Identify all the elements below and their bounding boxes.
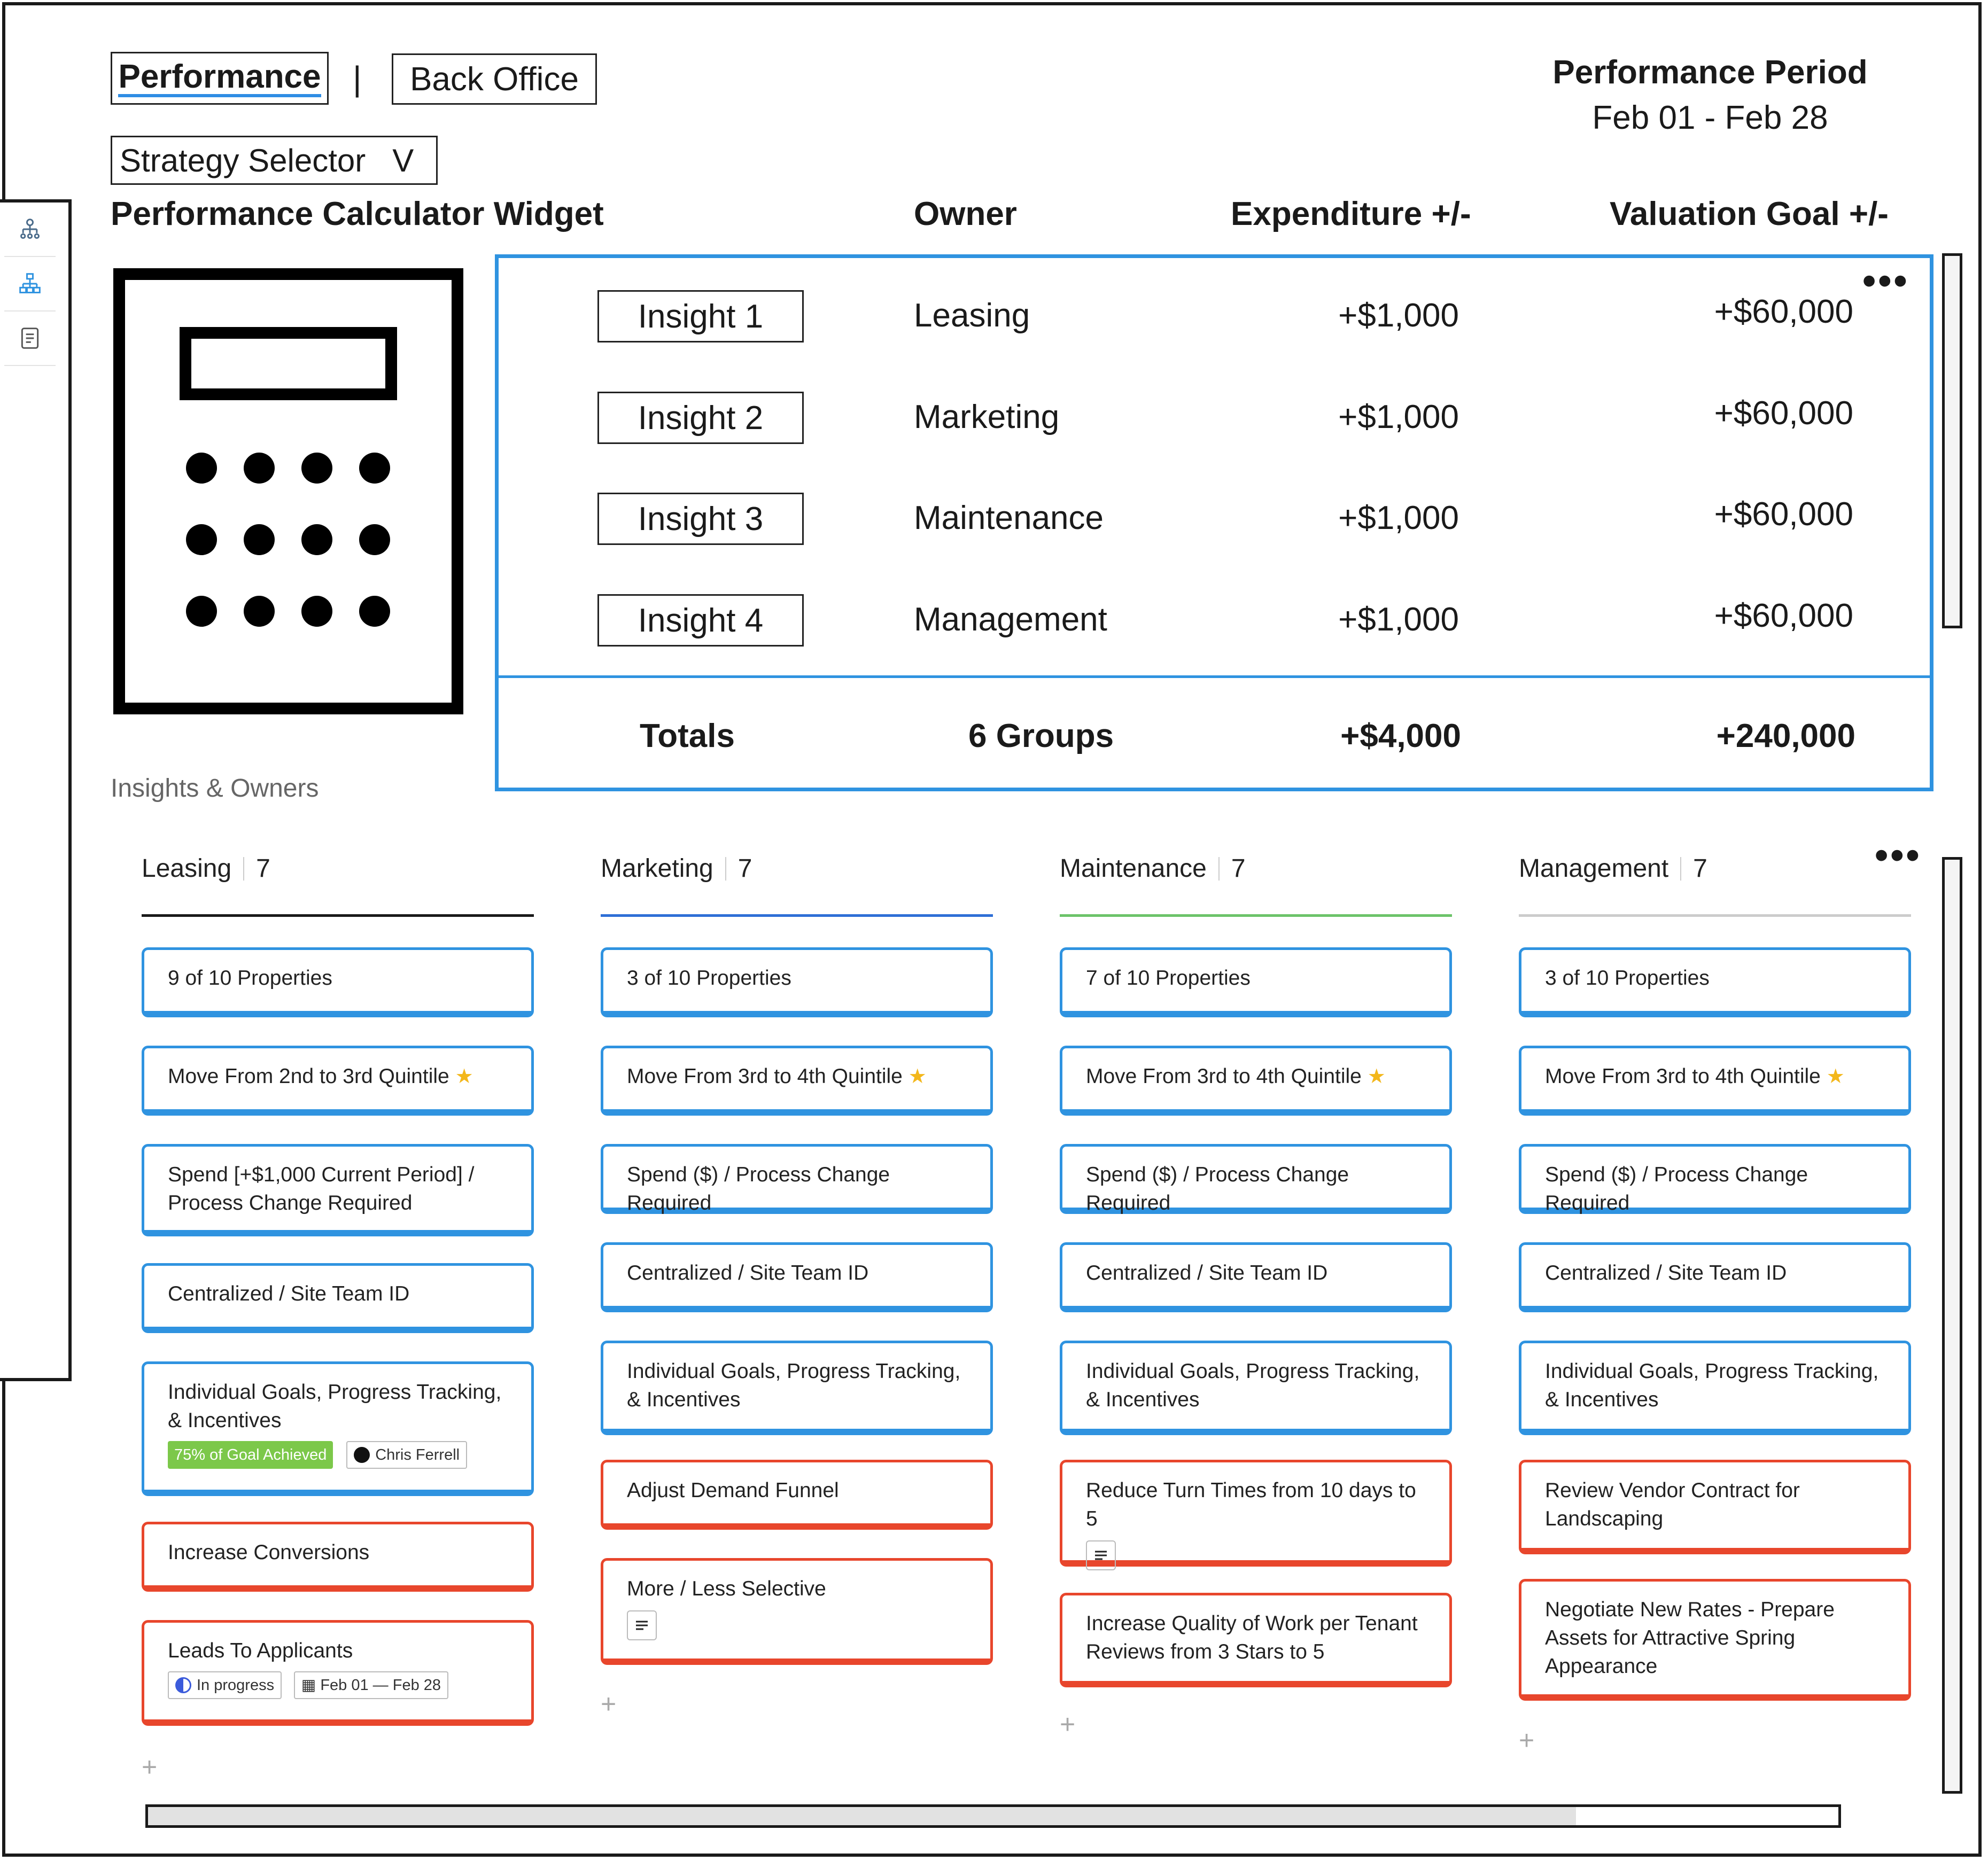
- card-title: Centralized / Site Team ID: [1086, 1262, 1328, 1284]
- tab-back-office[interactable]: Back Office: [392, 53, 597, 105]
- insight-button[interactable]: Insight 2: [597, 392, 804, 444]
- totals-groups: 6 Groups: [968, 718, 1114, 754]
- notes-icon[interactable]: [1086, 1540, 1116, 1570]
- card-title: Individual Goals, Progress Tracking, & Incentives: [1086, 1360, 1420, 1411]
- card-title: Leads To Applicants: [168, 1639, 353, 1662]
- insight-expenditure: +$1,000: [1338, 601, 1459, 638]
- widget-more-icon[interactable]: •••: [1862, 260, 1909, 302]
- card-title: Spend ($) / Process Change Required: [1545, 1163, 1808, 1214]
- card-title: Reduce Turn Times from 10 days to 5: [1086, 1479, 1416, 1530]
- star-icon: ★: [1826, 1065, 1845, 1088]
- card-title: Individual Goals, Progress Tracking, & Incentives: [168, 1381, 502, 1432]
- card-title: 3 of 10 Properties: [1545, 967, 1710, 990]
- column-name: Management: [1519, 854, 1669, 883]
- date-range: Feb 01 — Feb 28: [320, 1676, 441, 1694]
- column-name: Marketing: [601, 854, 713, 883]
- column-count: 7: [737, 854, 752, 883]
- insight-owner: Maintenance: [914, 500, 1104, 536]
- card-title: Move From 2nd to 3rd Quintile: [168, 1065, 449, 1088]
- column-underline: [1519, 914, 1911, 917]
- task-card[interactable]: [1060, 1242, 1452, 1312]
- card-title: Move From 3rd to 4th Quintile: [1545, 1065, 1821, 1088]
- task-card[interactable]: [601, 1242, 993, 1312]
- scroll-thumb[interactable]: [148, 1807, 1576, 1825]
- insights-owners-label: Insights & Owners: [111, 774, 319, 803]
- task-card[interactable]: [1519, 1242, 1911, 1312]
- status-text: In progress: [197, 1676, 275, 1694]
- insight-valuation: +$60,000: [1714, 395, 1853, 432]
- task-card[interactable]: [142, 1046, 534, 1116]
- task-card[interactable]: [1519, 1460, 1911, 1554]
- insight-expenditure: +$1,000: [1338, 500, 1459, 536]
- card-title: Spend [+$1,000 Current Period] / Process Change Required: [168, 1163, 475, 1214]
- calendar-icon: ▦: [301, 1676, 316, 1694]
- date-chip[interactable]: [294, 1671, 448, 1699]
- progress-icon: [175, 1677, 191, 1693]
- hierarchy-icon[interactable]: [4, 257, 56, 312]
- card-title: Individual Goals, Progress Tracking, & Incentives: [627, 1360, 961, 1411]
- valuation-column-header: Valuation Goal +/-: [1610, 196, 1889, 232]
- task-card[interactable]: [1060, 1460, 1452, 1567]
- expenditure-column-header: Expenditure +/-: [1231, 196, 1471, 232]
- card-title: More / Less Selective: [627, 1577, 826, 1600]
- task-card[interactable]: [601, 1460, 993, 1530]
- card-title: Increase Quality of Work per Tenant Reviews from 3 Stars to 5: [1086, 1612, 1418, 1663]
- card-title: Centralized / Site Team ID: [168, 1282, 410, 1305]
- task-card[interactable]: [601, 947, 993, 1017]
- task-card[interactable]: [601, 1341, 993, 1435]
- goal-badge: 75% of Goal Achieved: [168, 1441, 333, 1469]
- insight-button[interactable]: Insight 4: [597, 594, 804, 647]
- task-card[interactable]: [1060, 1144, 1452, 1214]
- totals-divider: [495, 675, 1933, 678]
- horizontal-scrollbar[interactable]: [145, 1804, 1841, 1828]
- card-title: Move From 3rd to 4th Quintile: [1086, 1065, 1362, 1088]
- avatar: [354, 1447, 370, 1463]
- divider: [243, 857, 244, 881]
- tab-separator: |: [353, 59, 362, 98]
- totals-expenditure: +$4,000: [1340, 718, 1461, 754]
- performance-period-label: Performance Period: [1552, 54, 1868, 91]
- board-scrollbar[interactable]: [1942, 857, 1962, 1794]
- insight-valuation: +$60,000: [1714, 597, 1853, 634]
- card-title: 7 of 10 Properties: [1086, 967, 1251, 990]
- insight-expenditure: +$1,000: [1338, 297, 1459, 334]
- widget-scrollbar[interactable]: [1942, 253, 1962, 628]
- task-card[interactable]: [1519, 1144, 1911, 1214]
- task-card[interactable]: [1519, 1046, 1911, 1116]
- tab-performance-label: Performance: [118, 59, 321, 97]
- card-title: Review Vendor Contract for Landscaping: [1545, 1479, 1800, 1530]
- divider: [1218, 857, 1220, 881]
- owner-column-header: Owner: [914, 196, 1017, 232]
- divider: [1680, 857, 1681, 881]
- star-icon: ★: [1367, 1065, 1386, 1088]
- insight-owner: Management: [914, 601, 1107, 638]
- insight-button[interactable]: Insight 3: [597, 493, 804, 545]
- divider: [725, 857, 726, 881]
- card-title: 3 of 10 Properties: [627, 967, 791, 990]
- card-title: Centralized / Site Team ID: [1545, 1262, 1787, 1284]
- card-title: Negotiate New Rates - Prepare Assets for Attractive Spring Appearance: [1545, 1598, 1835, 1678]
- task-card[interactable]: [142, 1361, 534, 1496]
- task-card[interactable]: [601, 1558, 993, 1665]
- column-name: Leasing: [142, 854, 232, 883]
- column-underline: [601, 914, 993, 917]
- strategy-selector[interactable]: [111, 136, 438, 185]
- card-title: Adjust Demand Funnel: [627, 1479, 839, 1502]
- insight-owner: Leasing: [914, 297, 1030, 334]
- star-icon: ★: [908, 1065, 927, 1088]
- calculator-icon: [113, 268, 463, 714]
- assignee-chip[interactable]: [346, 1441, 467, 1469]
- chevron-down-icon: V: [392, 142, 414, 178]
- task-card[interactable]: [601, 1144, 993, 1214]
- assignee-name: Chris Ferrell: [375, 1446, 460, 1463]
- task-card[interactable]: [142, 1263, 534, 1333]
- totals-label: Totals: [640, 718, 735, 754]
- task-card[interactable]: [142, 1144, 534, 1236]
- sidebar: [0, 199, 72, 1381]
- performance-period-range[interactable]: Feb 01 - Feb 28: [1592, 99, 1828, 136]
- document-icon[interactable]: [4, 312, 56, 366]
- insight-owner: Marketing: [914, 399, 1060, 435]
- task-card[interactable]: [1519, 1579, 1911, 1701]
- task-card[interactable]: [1060, 1341, 1452, 1435]
- add-card-button[interactable]: +: [142, 1752, 158, 1782]
- widget-title: Performance Calculator Widget: [111, 196, 604, 232]
- insight-expenditure: +$1,000: [1338, 399, 1459, 435]
- card-title: Spend ($) / Process Change Required: [1086, 1163, 1349, 1214]
- column-count: 7: [1231, 854, 1246, 883]
- add-card-button[interactable]: +: [601, 1689, 617, 1719]
- add-card-button[interactable]: +: [1060, 1709, 1076, 1739]
- strategy-selector-label: Strategy Selector: [120, 142, 366, 178]
- totals-valuation: +240,000: [1716, 718, 1855, 754]
- card-title: Move From 3rd to 4th Quintile: [627, 1065, 903, 1088]
- task-card[interactable]: [142, 1620, 534, 1726]
- card-title: 9 of 10 Properties: [168, 967, 332, 990]
- insight-valuation: +$60,000: [1714, 293, 1853, 330]
- column-header-marketing[interactable]: [601, 854, 752, 883]
- notes-icon[interactable]: [627, 1610, 657, 1640]
- task-card[interactable]: [601, 1046, 993, 1116]
- column-count: 7: [1693, 854, 1707, 883]
- task-card[interactable]: [1060, 1046, 1452, 1116]
- card-title: Spend ($) / Process Change Required: [627, 1163, 890, 1214]
- task-card[interactable]: [142, 947, 534, 1017]
- status-chip[interactable]: [168, 1671, 282, 1699]
- card-title: Individual Goals, Progress Tracking, & Incentives: [1545, 1360, 1879, 1411]
- card-title: Increase Conversions: [168, 1541, 370, 1564]
- column-header-maintenance[interactable]: [1060, 854, 1246, 883]
- column-name: Maintenance: [1060, 854, 1207, 883]
- card-title: Centralized / Site Team ID: [627, 1262, 869, 1284]
- column-header-leasing[interactable]: [142, 854, 270, 883]
- task-card[interactable]: [142, 1522, 534, 1592]
- task-card[interactable]: [1519, 1341, 1911, 1435]
- column-underline: [1060, 914, 1452, 917]
- star-icon: ★: [455, 1065, 473, 1088]
- add-card-button[interactable]: +: [1519, 1725, 1535, 1755]
- tab-performance[interactable]: [111, 52, 329, 105]
- board-more-icon[interactable]: •••: [1875, 834, 1922, 877]
- task-card[interactable]: [1519, 947, 1911, 1017]
- org-chart-icon[interactable]: [4, 203, 56, 257]
- task-card[interactable]: [1060, 1593, 1452, 1687]
- column-underline: [142, 914, 534, 917]
- column-header-management[interactable]: [1519, 854, 1707, 883]
- task-card[interactable]: [1060, 947, 1452, 1017]
- insight-valuation: +$60,000: [1714, 496, 1853, 533]
- column-count: 7: [256, 854, 270, 883]
- insight-button[interactable]: Insight 1: [597, 290, 804, 342]
